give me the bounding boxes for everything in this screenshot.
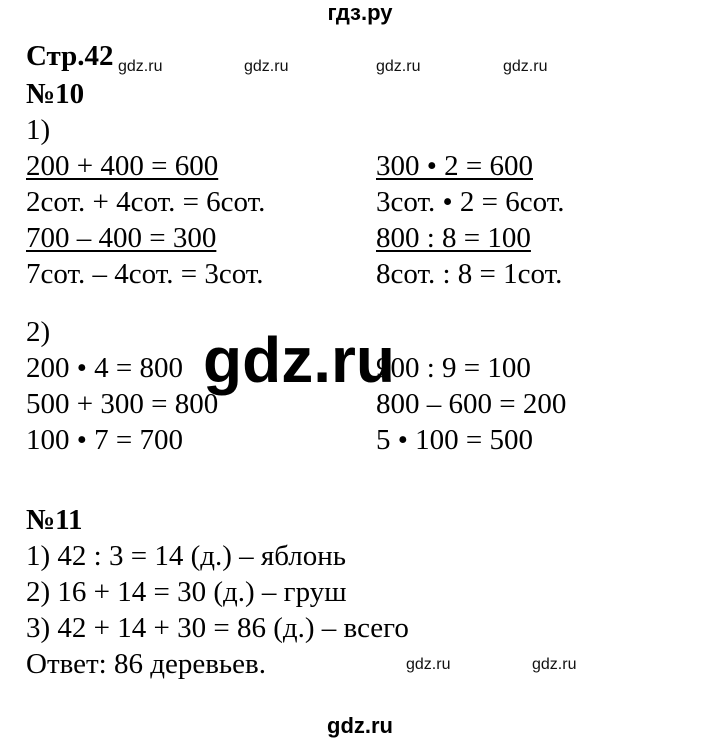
watermark-large: gdz.ru (203, 324, 395, 396)
equation: 500 + 300 = 800 (26, 388, 219, 420)
equation: 5 • 100 = 500 (376, 424, 534, 456)
equation: 900 : 9 = 100 (376, 352, 531, 384)
equation: 800 : 8 = 100 (376, 222, 531, 254)
answer-line: Ответ: 86 деревьев. (26, 648, 266, 680)
solution-step: 3) 42 + 14 + 30 = 86 (д.) – всего (26, 612, 409, 644)
solution-step: 2) 16 + 14 = 30 (д.) – груш (26, 576, 347, 608)
task-11-number: №11 (26, 504, 83, 536)
site-footer: gdz.ru (327, 713, 393, 738)
equation: 100 • 7 = 700 (26, 424, 184, 456)
equation: 7сот. – 4сот. = 3сот. (26, 258, 264, 290)
task-10-part-2-label: 2) (26, 316, 51, 348)
equation: 8сот. : 8 = 1сот. (376, 258, 563, 290)
equation: 700 – 400 = 300 (26, 222, 217, 254)
equation: 200 • 4 = 800 (26, 352, 184, 384)
page-title: Стр.42 (26, 40, 114, 72)
equation: 300 • 2 = 600 (376, 150, 534, 182)
watermark: gdz.ru (406, 656, 451, 673)
equation: 2сот. + 4сот. = 6сот. (26, 186, 266, 218)
solution-step: 1) 42 : 3 = 14 (д.) – яблонь (26, 540, 346, 572)
task-10-part-1-label: 1) (26, 114, 51, 146)
watermark: gdz.ru (118, 58, 163, 75)
watermark: gdz.ru (532, 656, 577, 673)
watermark: gdz.ru (244, 58, 289, 75)
equation: 3сот. • 2 = 6сот. (376, 186, 565, 218)
watermark: gdz.ru (503, 58, 548, 75)
task-10-number: №10 (26, 78, 85, 110)
equation: 800 – 600 = 200 (376, 388, 567, 420)
watermark: gdz.ru (376, 58, 421, 75)
site-header: гдз.ру (327, 0, 393, 25)
equation: 200 + 400 = 600 (26, 150, 219, 182)
